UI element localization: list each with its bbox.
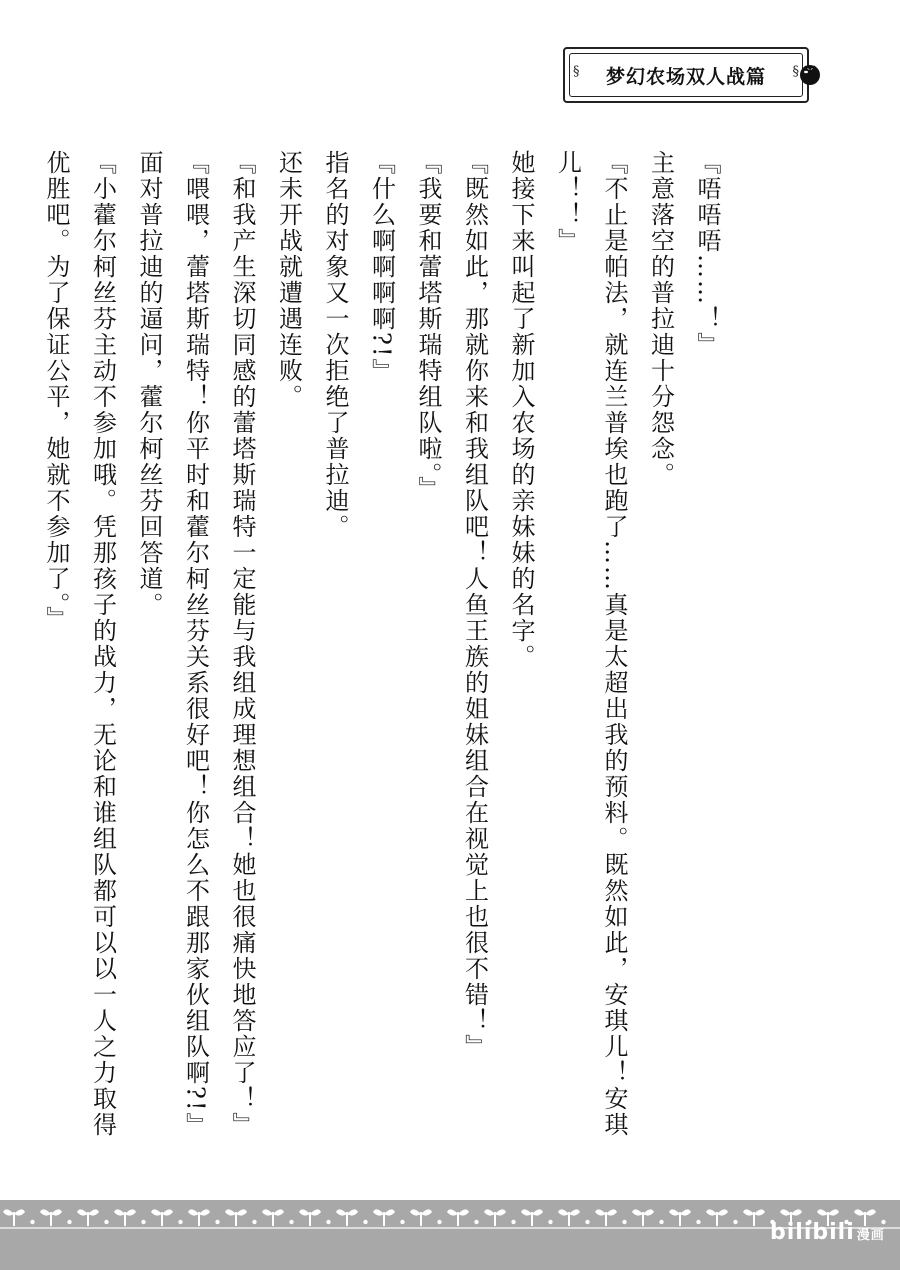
watermark-sub: 漫画	[856, 1228, 885, 1243]
watermark-brand: bilibili	[770, 1220, 855, 1245]
sprout-mark	[373, 1209, 405, 1226]
footer-band	[0, 1200, 900, 1270]
band-baseline	[0, 1227, 900, 1229]
watermark-logo	[770, 1220, 885, 1245]
tomato-icon	[797, 60, 823, 86]
sprout-mark	[3, 1209, 35, 1226]
paragraph: 『唔唔唔……！』	[693, 150, 721, 358]
sprout-mark	[595, 1209, 627, 1226]
sprout-mark	[77, 1209, 109, 1226]
paragraph: 还未开战就遭遇连败。	[274, 150, 303, 410]
sprout-mark	[40, 1209, 72, 1226]
sprout-mark	[484, 1209, 516, 1226]
header-right-ornament: §	[792, 64, 799, 79]
paragraph: 『喂喂，蕾塔斯瑞特！你平时和藿尔柯丝芬关系很好吧！你怎么不跟那家伙组队啊?!』	[181, 150, 210, 1139]
sprout-mark	[151, 1209, 183, 1226]
sprout-mark	[114, 1209, 146, 1226]
header-left-ornament: §	[573, 64, 580, 79]
sprout-mark	[225, 1209, 257, 1226]
sprout-mark	[336, 1209, 368, 1226]
sprout-mark	[558, 1209, 590, 1226]
paragraph: 面对普拉迪的逼问，藿尔柯丝芬回答道。	[135, 150, 163, 618]
sprout-mark	[521, 1209, 553, 1226]
paragraph: 指名的对象又一次拒绝了普拉迪。	[321, 150, 349, 540]
paragraph: 『不止是帕法，就连兰普埃也跑了……真是太超出我的预料。既然如此，安琪儿！安琪儿！！』	[553, 150, 628, 1138]
paragraph: 『我要和蕾塔斯瑞特组队啦。』	[414, 150, 442, 502]
sprout-pattern	[0, 1200, 900, 1230]
sprout-mark	[706, 1209, 738, 1226]
paragraph: 『什么啊啊啊啊?!』	[367, 150, 396, 385]
paragraph: 『既然如此，那就你来和我组队吧！人鱼王族的姐妹组合在视觉上也很不错！』	[460, 150, 489, 1060]
novel-body	[42, 150, 730, 1160]
chapter-title: 梦幻农场双人战篇	[605, 66, 766, 88]
paragraph: 主意落空的普拉迪十分怨念。	[646, 150, 675, 488]
sprout-mark	[447, 1209, 479, 1226]
sprout-mark	[632, 1209, 664, 1226]
paragraph: 『和我产生深切同感的蕾塔斯瑞特一定能与我组成理想组合！她也很痛快地答应了！』	[228, 150, 256, 1138]
sprout-mark	[669, 1209, 701, 1226]
paragraph: 她接下来叫起了新加入农场的亲妹妹的名字。	[507, 150, 535, 670]
sprout-mark	[410, 1209, 442, 1226]
chapter-header	[563, 47, 809, 103]
paragraph: 『小藿尔柯丝芬主动不参加哦。凭那孩子的战力，无论和谁组队都可以以一人之力取得优胜吧。为了保证公平，她就不参加了。』	[42, 150, 117, 1138]
sprout-mark	[299, 1209, 331, 1226]
sprout-mark	[262, 1209, 294, 1226]
sprout-mark	[188, 1209, 220, 1226]
